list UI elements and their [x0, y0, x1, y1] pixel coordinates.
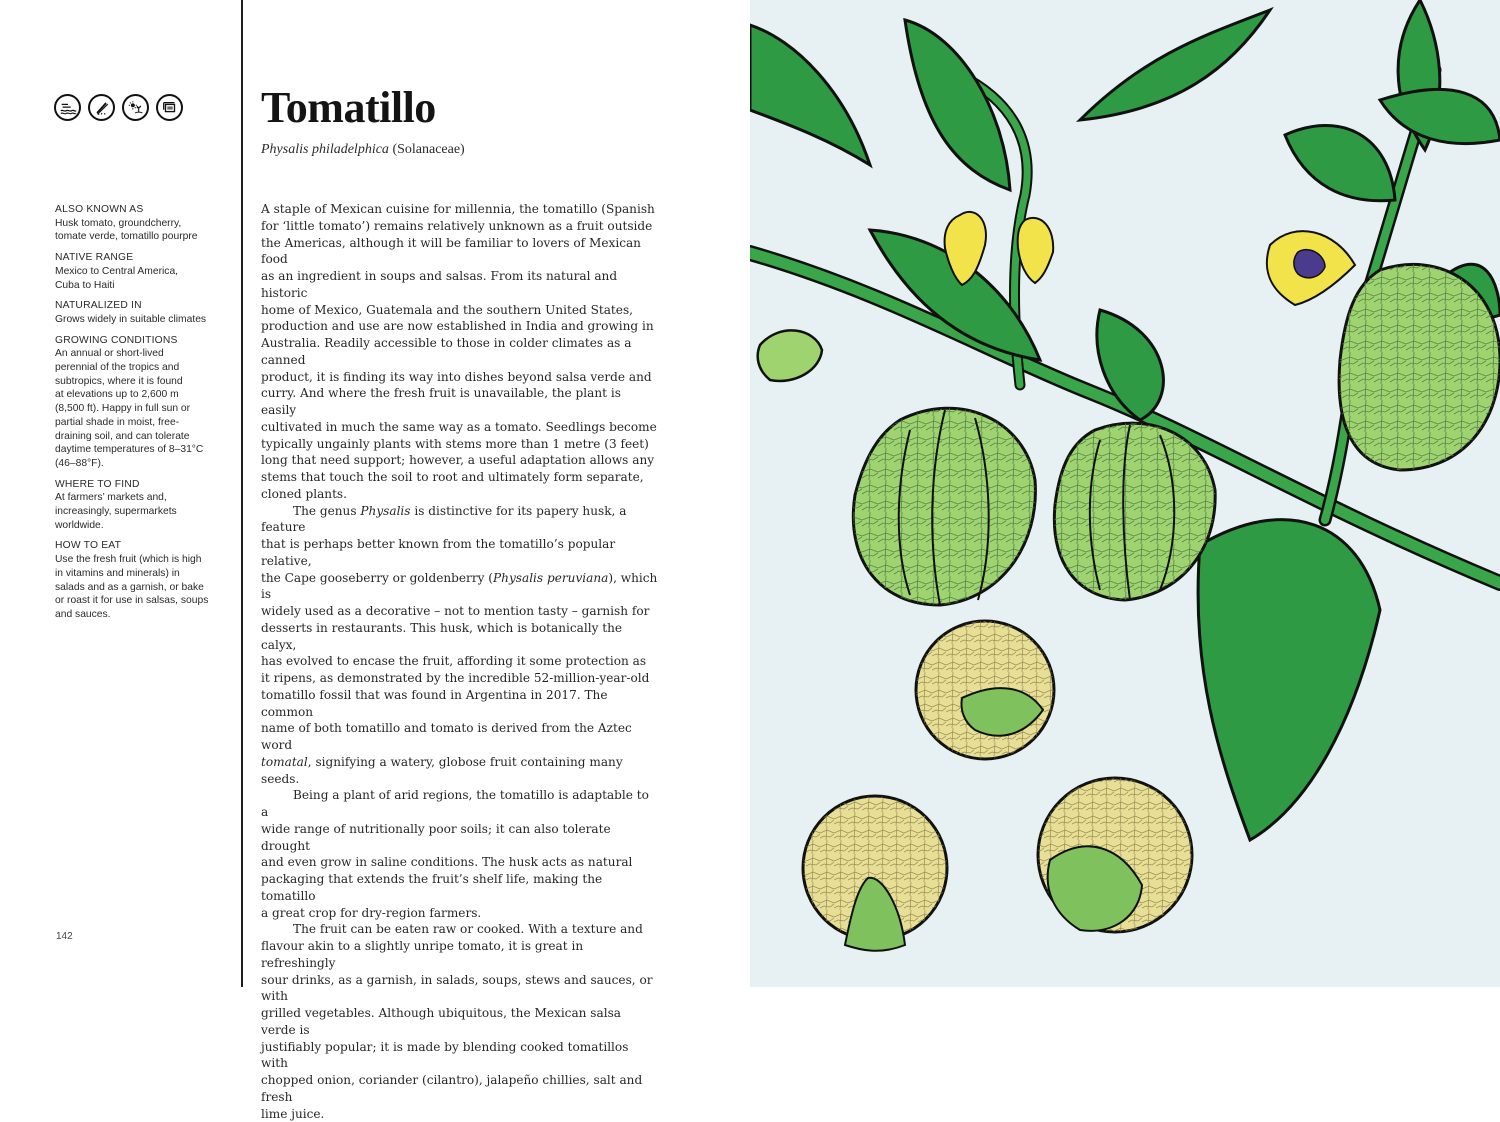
- fact-line: Husk tomato, groundcherry,: [55, 217, 182, 229]
- text-line: widely used as a decorative – not to mention tasty – garnish for: [261, 604, 650, 618]
- sun-plant-icon: [122, 94, 149, 121]
- text-line: sour drinks, as a garnish, in salads, soups, stews and sauces, or with: [261, 972, 653, 1004]
- text-line: name of both tomatillo and tomato is derived from the Aztec word: [261, 721, 632, 752]
- text-line: wide range of nutritionally poor soils; it can also tolerate drought: [261, 821, 611, 853]
- fact-heading: GROWING CONDITIONS: [55, 334, 178, 346]
- paragraph-4: [261, 921, 658, 1122]
- text-line: and even grow in saline conditions. The husk acts as natural: [261, 855, 633, 870]
- text-line: The fruit can be eaten raw or cooked. With a texture and: [293, 922, 643, 937]
- text-line: packaging that extends the fruit’s shelf life, making the tomatillo: [261, 872, 603, 903]
- tomatillo-illustration: [750, 0, 1500, 987]
- text-line: stems that touch the soil to root and ultimately form separate,: [261, 470, 644, 484]
- text-line: desserts in restaurants. This husk, which is botanically the calyx,: [261, 620, 623, 652]
- text-line: flavour akin to a slightly unripe tomato, it is great in refreshingly: [261, 939, 584, 970]
- text-fragment: The genus: [293, 503, 361, 518]
- plant-family: (Solanaceae): [392, 142, 465, 157]
- text-line: tomatillo fossil that was found in Argentina in 2017. The common: [261, 687, 608, 719]
- water-habitat-icon: [54, 94, 81, 121]
- text-line: production and use are now established in India and growing in: [261, 319, 654, 334]
- text-line: for ‘little tomato’) remains relatively unknown as a fruit outside: [261, 218, 653, 233]
- fact-line: Use the fresh fruit (which is high: [55, 554, 202, 566]
- fact-line: tomate verde, tomatillo pourpre: [55, 231, 198, 243]
- text-line: lime juice.: [261, 1106, 325, 1121]
- scientific-name-line: [261, 142, 465, 158]
- text-line: that is perhaps better known from the tomatillo’s popular relative,: [261, 537, 616, 568]
- text-fragment: ), which is: [261, 570, 658, 602]
- ripe-fruit-3: [1038, 778, 1192, 932]
- text-line: a great crop for dry-region farmers.: [261, 905, 482, 920]
- fact-heading: NATURALIZED IN: [55, 300, 142, 312]
- fact-line: Cuba to Haiti: [55, 279, 115, 291]
- text-line: home of Mexico, Guatemala and the southern United States,: [261, 302, 633, 317]
- fact-section-how-to-eat: [55, 539, 225, 621]
- fact-line: Mexico to Central America,: [55, 265, 179, 277]
- fact-line: (46–88°F).: [55, 457, 104, 469]
- fact-line: and sauces.: [55, 608, 111, 620]
- left-page: [0, 0, 750, 1121]
- fact-line: draining soil, and can tolerate: [55, 430, 190, 442]
- fact-heading: WHERE TO FIND: [55, 478, 140, 490]
- paragraph-2: [261, 503, 658, 788]
- text-line: cultivated in much the same way as a tomato. Seedlings become: [261, 419, 657, 434]
- fact-line: At farmers’ markets and,: [55, 492, 167, 504]
- text-line: it ripens, as demonstrated by the incredible 52-million-year-old: [261, 671, 650, 685]
- fact-line: Grows widely in suitable climates: [55, 313, 207, 325]
- text-line: the Americas, although it will be familiar to lovers of Mexican food: [261, 235, 641, 267]
- fact-heading: ALSO KNOWN AS: [55, 204, 144, 215]
- fact-line: salads and as a garnish, or bake: [55, 581, 204, 593]
- fact-line: at elevations up to 2,600 m: [55, 389, 179, 401]
- fact-line: subtropics, where it is found: [55, 375, 183, 387]
- fact-section-also-known-as: [55, 203, 225, 244]
- fact-line: (8,500 ft). Happy in full sun or: [55, 403, 191, 415]
- text-line: Being a plant of arid regions, the tomatillo is adaptable to a: [261, 788, 649, 819]
- sidebar-facts: [55, 203, 225, 629]
- botanical-drawing: [750, 0, 1500, 987]
- fact-section-naturalized-in: [55, 299, 225, 326]
- fact-line: in vitamins and minerals) in: [55, 567, 180, 579]
- fact-line: worldwide.: [55, 519, 104, 531]
- fact-section-growing-conditions: [55, 334, 225, 471]
- text-line: has evolved to encase the fruit, affording it some protection as: [261, 654, 647, 669]
- page-title: Tomatillo: [261, 83, 436, 132]
- text-line: typically ungainly plants with stems more than 1 metre (3 feet): [261, 436, 649, 451]
- fact-line: perennial of the tropics and: [55, 362, 180, 374]
- text-line: A staple of Mexican cuisine for millennia, the tomatillo (Spanish: [261, 202, 655, 216]
- paragraph-1: [261, 201, 658, 503]
- text-fragment: is distinctive for its papery husk, a feature: [261, 503, 627, 535]
- fact-section-where-to-find: [55, 478, 225, 533]
- fact-line: or roast it for use in salsas, soups: [55, 595, 209, 607]
- text-line: long that need support; however, a useful adaptation allows any: [261, 453, 655, 468]
- fact-line: daytime temperatures of 8–31°C: [55, 444, 204, 456]
- text-fragment: , signifying a watery, globose fruit containing many seeds.: [261, 754, 623, 786]
- column-divider: [241, 0, 243, 987]
- paragraph-3: [261, 787, 658, 921]
- packaging-icon: [156, 94, 183, 121]
- text-line: Australia. Readily accessible to those in colder climates as a canned: [261, 336, 632, 367]
- fact-line: An annual or short-lived: [55, 348, 164, 360]
- text-line: justifiably popular; it is made by blending cooked tomatillos with: [261, 1039, 629, 1071]
- knife-culinary-icon: [88, 94, 115, 121]
- text-line: grilled vegetables. Although ubiquitous, the Mexican salsa verde is: [261, 1006, 622, 1037]
- genus-name: Physalis: [360, 503, 411, 518]
- text-line: curry. And where the fresh fruit is unavailable, the plant is easily: [261, 386, 621, 417]
- fact-section-native-range: [55, 251, 225, 292]
- text-line: product, it is finding its way into dishes beyond salsa verde and: [261, 369, 652, 384]
- text-line: cloned plants.: [261, 486, 347, 501]
- text-line: as an ingredient in soups and salsas. From its natural and historic: [261, 269, 618, 300]
- scientific-name: Physalis philadelphica: [261, 142, 389, 157]
- fact-heading: HOW TO EAT: [55, 540, 122, 552]
- category-icon-row: [54, 94, 183, 121]
- text-line: chopped onion, coriander (cilantro), jalapeño chillies, salt and fresh: [261, 1073, 643, 1104]
- text-fragment: the Cape gooseberry or goldenberry (: [261, 570, 494, 585]
- fact-heading: NATIVE RANGE: [55, 252, 134, 264]
- species-name: Physalis peruviana: [493, 570, 609, 585]
- fact-line: increasingly, supermarkets: [55, 506, 177, 518]
- page-number: 142: [56, 931, 73, 942]
- ripe-fruit-1: [916, 621, 1054, 759]
- fact-line: partial shade in moist, free-: [55, 416, 180, 428]
- article-body: [261, 201, 658, 1122]
- aztec-word: tomatal: [261, 754, 308, 769]
